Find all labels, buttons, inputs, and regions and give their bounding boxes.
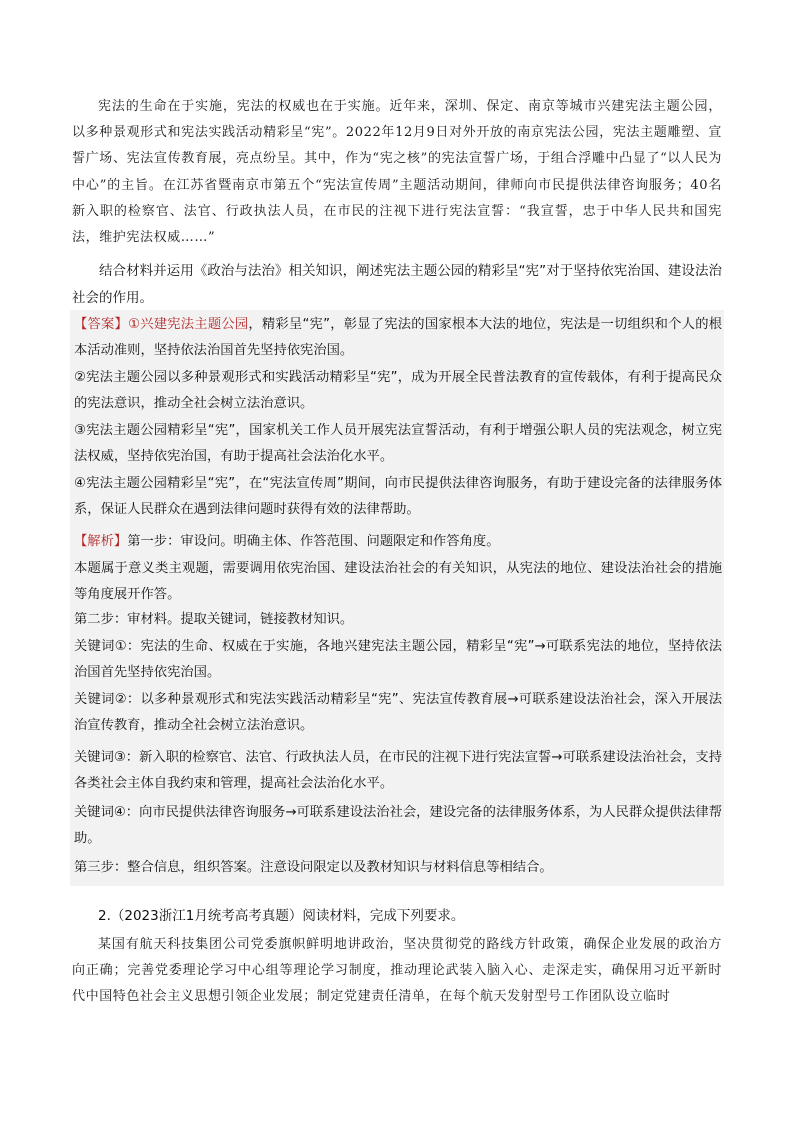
question-1-prompt: 结合材料并运用《政治与法治》相关知识，阐述宪法主题公园的精彩呈“宪”对于坚持依宪治国、建设法治社会的作用。 <box>72 263 722 306</box>
question-2-material: 某国有航天科技集团公司党委旗帜鲜明地讲政治，坚决贯彻党的路线方针政策，确保企业发展的政治方向正确；完善党委理论学习中心组等理论学习制度，推动理论武装入脑入心、走深走实，确保用习近平新时代中国特色社会主义思想引领企业发展；制定党建责任清单，在每个航天发射型号工作团队设立临时 <box>72 937 722 1005</box>
analysis-step-3: 第三步：整合信息，组织答案。注意设问限定以及教材知识与材料信息等相结合。 <box>74 860 553 875</box>
analysis-step-2: 第二步：审材料。提取关键词，链接教材知识。 <box>74 612 354 627</box>
analysis-keyword-3: 关键词③：新入职的检察官、法官、行政执法人员，在市民的注视下进行宪法宣誓→可联系建设法治社会，支持各类社会主体自我约束和管理，提高社会法治化水平。 <box>74 750 723 792</box>
material-paragraph-1: 宪法的生命在于实施，宪法的权威也在于实施。近年来，深圳、保定、南京等城市兴建宪法主题公园，以多种景观形式和宪法实践活动精彩呈“宪”。2022年12月9日对外开放的南京宪法公园，宪法主题雕塑、宣誓广场、宪法宣传教育展，亮点纷呈。其中，作为“宪之核”的宪法宣誓广场，于组合浮雕中凸显了“以人民为中心”的主旨。在江苏省暨南京市第五个“宪法宣传周”主题活动期间，律师向市民提供法律咨询服务；40名新入职的检察官、法官、行政执法人员，在市民的注视下进行宪法宣誓：“我宣誓，忠于中华人民共和国宪法，维护宪法权威……” <box>72 99 722 246</box>
analysis-step-1-detail: 本题属于意义类主观题，需要调用依宪治国、建设法治社会的有关知识，从宪法的地位、建设法治社会的措施等角度展开作答。 <box>74 561 722 603</box>
analysis-keyword-2: 关键词②：以多种景观形式和宪法实践活动精彩呈“宪”、宪法宣传教育展→可联系建设法治社会，深入开展法治宣传教育，推动全社会树立法治意识。 <box>74 692 722 734</box>
analysis-keyword-1: 关键词①：宪法的生命、权威在于实施，各地兴建宪法主题公园，精彩呈“宪”→可联系宪法的地位，坚持依法治国首先坚持依宪治国。 <box>74 639 722 681</box>
question-2-heading: 2.（2023浙江1月统考高考真题）阅读材料，完成下列要求。 <box>98 908 465 924</box>
analysis-keyword-4: 关键词④：向市民提供法律咨询服务→可联系建设法治社会，建设完备的法律服务体系，为人民群众提供法律帮助。 <box>74 805 723 847</box>
answer-point-4: ④宪法主题公园精彩呈“宪”，在“宪法宣传周”期间，向市民提供法律咨询服务，有助于建设完备的法律服务体系，保证人民群众在遇到法律问题时获得有效的法律帮助。 <box>74 476 722 518</box>
answer-point-2: ②宪法主题公园以多种景观形式和实践活动精彩呈“宪”，成为开展全民普法教育的宣传载体，有利于提高民众的宪法意识，推动全社会树立法治意识。 <box>74 370 722 412</box>
answer-point-1-highlight: ①兴建宪法主题公园 <box>128 317 249 332</box>
answer-point-1 <box>74 312 722 364</box>
analysis-step-1 <box>74 529 722 555</box>
analysis-step-1-text: 第一步：审设问。明确主体、作答范围、问题限定和作答角度。 <box>127 534 500 549</box>
analysis-tag: 【解析】 <box>74 534 128 549</box>
answer-tag: 【答案】 <box>74 317 129 332</box>
answer-point-3: ③宪法主题公园精彩呈“宪”，国家机关工作人员开展宪法宣誓活动，有利于增强公职人员的宪法观念，树立宪法权威，坚持依宪治国，有助于提高社会法治化水平。 <box>74 423 722 465</box>
answer-point-1-text: ，精彩呈“宪”，彰显了宪法的国家根本大法的地位，宪法是一切组织和个人的根本活动准则，坚持依法治国首先坚持依宪治国。 <box>74 317 723 359</box>
